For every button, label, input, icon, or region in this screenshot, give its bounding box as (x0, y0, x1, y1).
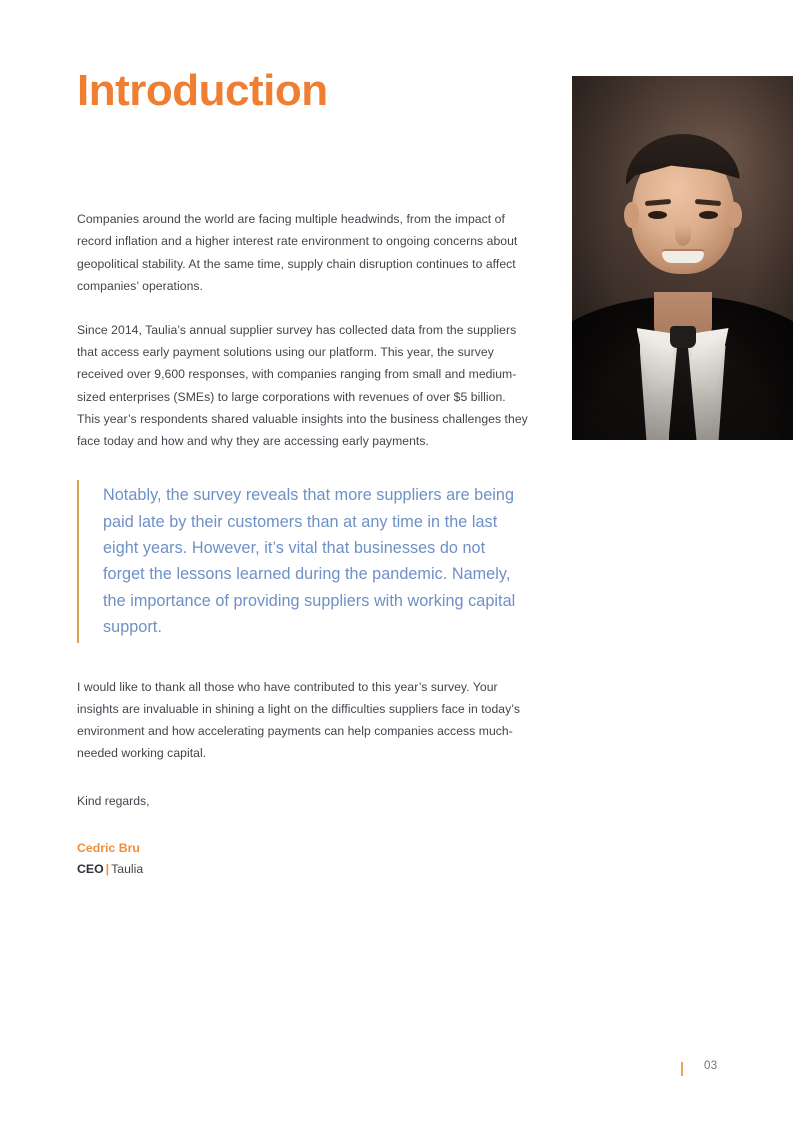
page-title: Introduction (77, 66, 328, 115)
pull-quote (77, 480, 529, 642)
signature-name: Cedric Bru (77, 840, 140, 855)
article-content (77, 0, 529, 880)
intro-paragraph-1: Companies around the world are facing multiple headwinds, from the impact of record inflation and a higher interest rate environment to ongoing concerns about geopolitical stability. At the same time, supply chain disruption continues to affect companies’ operations. (77, 212, 518, 293)
signature-organization: Taulia (111, 862, 144, 877)
portrait-vignette (572, 76, 793, 440)
intro-body (77, 114, 529, 452)
signoff-line: Kind regards, (77, 794, 150, 809)
signature-role: CEO (77, 862, 104, 877)
signature-role-line (77, 860, 529, 880)
page-number: 03 (704, 1060, 718, 1072)
signature-separator: | (105, 862, 110, 877)
ceo-portrait-photo (572, 76, 793, 440)
closing-paragraph: I would like to thank all those who have contributed to this year’s survey. Your insights are invaluable in shining a light on the difficulties suppliers face in today’s environment and how accelerating payments can help companies access much-needed working capital. (77, 679, 520, 761)
intro-paragraph-2: Since 2014, Taulia’s annual supplier survey has collected data from the suppliers that access early payment solutions using our platform. This year, the survey received over 9,600 responses, with companies ranging from small and medium-sized enterprises (SMEs) to large corporations with revenues of over $5 billion. This year’s respondents shared valuable insights into the business challenges they face today and how and why they are accessing early payments. (77, 323, 528, 449)
pull-quote-text: Notably, the survey reveals that more suppliers are being paid late by their customers than at any time in the last eight years. However, it’s vital that businesses do not forget the lessons learned during the pandemic. Namely, the importance of providing suppliers with working capital support. (103, 486, 516, 637)
closing-block (77, 643, 529, 880)
footer-tick-icon (681, 1062, 683, 1076)
page-footer (0, 1060, 793, 1084)
